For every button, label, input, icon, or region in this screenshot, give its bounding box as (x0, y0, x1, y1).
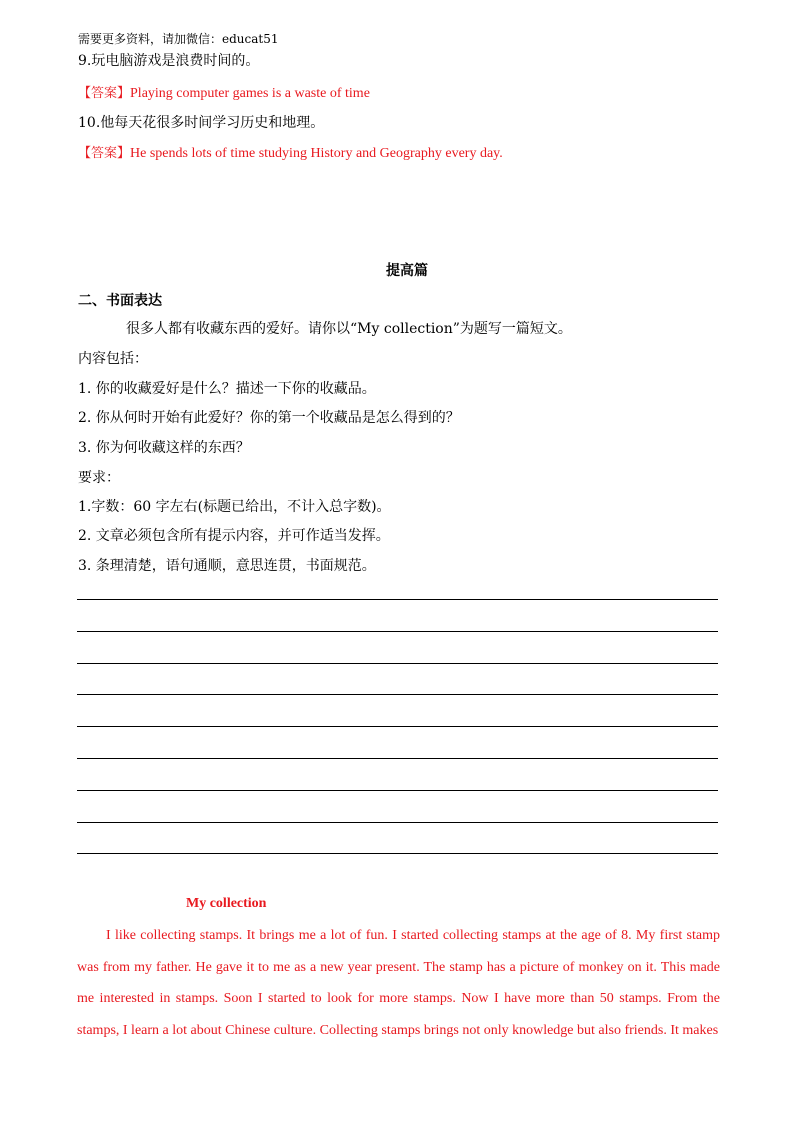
writing-line (77, 853, 718, 854)
essay-title: My collection (186, 896, 267, 911)
requirement-2: 2. 文章必须包含所有提示内容，并可作适当发挥。 (78, 528, 390, 544)
writing-line (77, 599, 718, 600)
requirement-3: 3. 条理清楚，语句通顺，意思连贯，书面规范。 (78, 558, 376, 574)
writing-line (77, 758, 718, 759)
writing-line (77, 631, 718, 632)
answer-mark: 【答案】 (78, 146, 131, 161)
question-9: 9.玩电脑游戏是浪费时间的。 (78, 53, 260, 69)
answer-mark: 【答案】 (78, 86, 131, 101)
answer-10 (78, 142, 503, 162)
essay-body: I like collecting stamps. It brings me a lot of fun. I started collecting stamps at the age of 8. My first stamp was from my father. He gave it to me as a new year present. The stamp has a picture of monkey on it. This made me interested in stamps. Soon I started to look for more stamps. Now I have more than 50 stamps. From the stamps, I learn a lot about Chinese culture. Collecting stamps brings not only knowledge but also friends. It makes (77, 928, 720, 1038)
answer-text: Playing computer games is a waste of time (130, 86, 370, 101)
part-title: 二、书面表达 (78, 293, 162, 309)
requirements-label: 要求： (78, 470, 120, 486)
header-note: 需要更多资料，请加微信：educat51 (78, 32, 279, 46)
content-item-3: 3. 你为何收藏这样的东西？ (78, 440, 250, 456)
writing-line (77, 790, 718, 791)
question-10: 10.他每天花很多时间学习历史和地理。 (78, 115, 325, 131)
content-label: 内容包括： (78, 351, 148, 367)
content-item-2: 2. 你从何时开始有此爱好？你的第一个收藏品是怎么得到的？ (78, 410, 460, 426)
writing-line (77, 822, 718, 823)
answer-text: He spends lots of time studying History and Geography every day. (130, 146, 503, 161)
writing-line (77, 726, 718, 727)
writing-prompt: 很多人都有收藏东西的爱好。请你以“My collection”为题写一篇短文。 (126, 321, 572, 337)
section-heading: 提高篇 (386, 263, 428, 279)
requirement-1: 1.字数：60 字左右(标题已给出，不计入总字数)。 (78, 499, 391, 515)
writing-line (77, 694, 718, 695)
content-item-1: 1. 你的收藏爱好是什么？描述一下你的收藏品。 (78, 381, 376, 397)
answer-9 (78, 82, 370, 102)
writing-line (77, 663, 718, 664)
